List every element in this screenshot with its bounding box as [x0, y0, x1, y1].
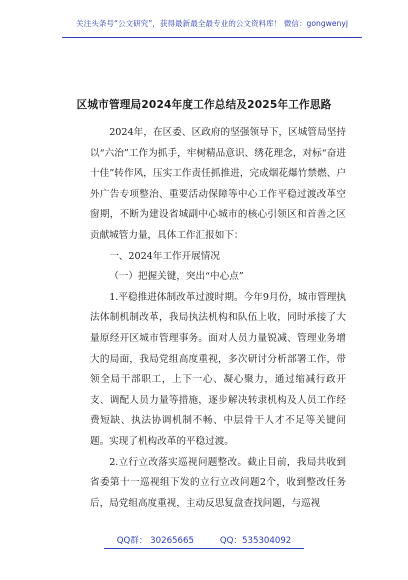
qq-number: QQ：535304092 — [219, 536, 292, 546]
document-body — [90, 123, 346, 514]
banner-divider — [62, 37, 362, 38]
footer-divider — [104, 548, 304, 549]
qq-group-number: QQ群： 30265665 — [116, 536, 194, 546]
promo-banner: 关注头条号“公文研究”，获得最新最全最专业的公文资料库！ 微信：gongwenyj — [76, 19, 348, 28]
intro-paragraph: 2024年，在区委、区政府的坚强领导下，区城管局坚持以“六治”工作为抓手，牢树精品意识、绣花理念，对标“奋进十佳”转作风，压实工作责任抓推进，完成烟花爆竹禁燃、户外广告专项整治、重要活动保障等中心工作平稳过渡改革空窗期，不断为建设省城副中心城市的核心引领区和首善之区贡献城管力量，具体工作汇报如下： — [90, 127, 346, 241]
body-paragraph: 2.立行立改落实巡视问题整改。截止目前，我局共收到省委第十一巡视组下发的立行立改问题2个，收到整改任务后，局党组高度重视，主动反思复盘查找问题，与巡视 — [90, 456, 346, 509]
section-heading: 一、2024年工作开展情况 — [109, 250, 220, 262]
contact-footer — [0, 534, 408, 546]
document-title: 区城市管理局2024年度工作总结及2025年工作思路 — [76, 99, 332, 111]
body-paragraph: 1.平稳推进体制改革过渡时期。今年9月份，城市管理执法体制机制改革，我局执法机构和队伍上收，同时承接了大量原经开区城市管理事务。面对人员力量锐减、管理业务增大的局面，我局党组高度重视，多次研讨分析部署工作，带领全局干部职工，上下一心、凝心聚力，通过缩减行政开支、调配人员力量等措施，逐步解决转隶机构及人员工作经费短缺、执法协调机制不畅、中层骨干人才不足等关键问题。实现了机构改革的平稳过渡。 — [90, 291, 346, 447]
subsection-heading: （一）把握关键，突出“中心点” — [109, 271, 244, 283]
